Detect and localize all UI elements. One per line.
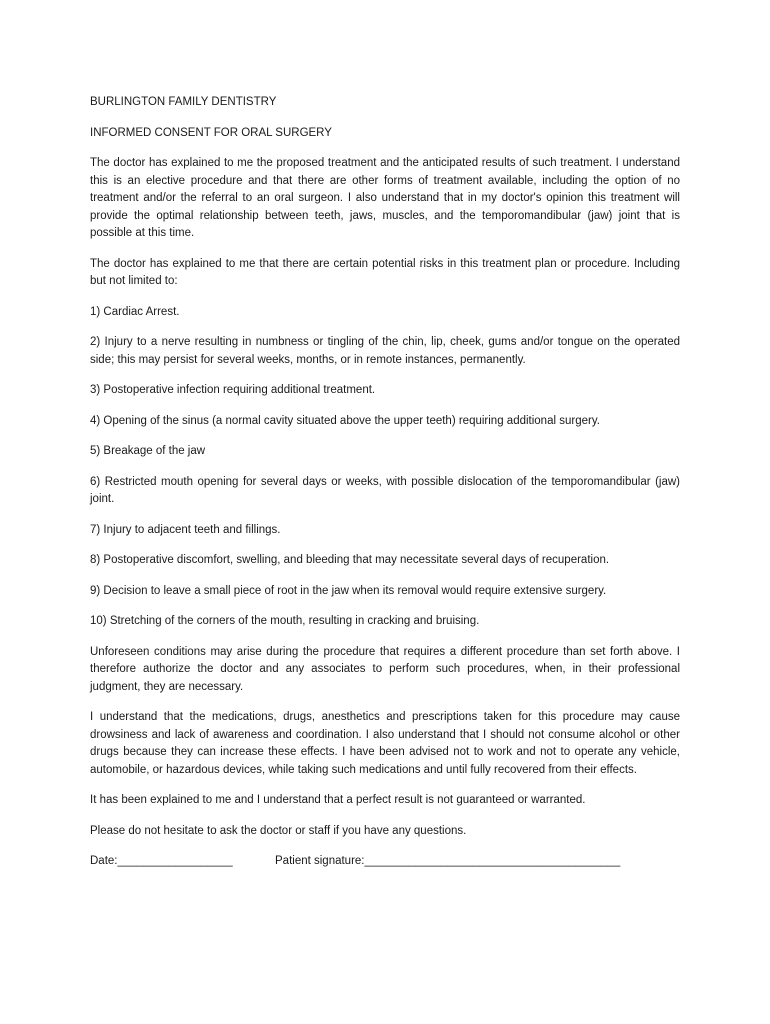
risk-item-7: 7) Injury to adjacent teeth and fillings. [90, 523, 281, 536]
intro-paragraph: The doctor has explained to me the proposed treatment and the anticipated results of such treatment. I understand this is an elective procedure and that there are other forms of treatment available, including the option of no treatment and/or the referral to an oral surgeon. I also understand that in my doctor's opinion this treatment will provide the optimal relationship between teeth, jaws, muscles, and the temporomandibular (jaw) joint that is possible at this time. [90, 157, 680, 239]
risk-item-6: 6) Restricted mouth opening for several days or weeks, with possible dislocation of the temporomandibular (jaw) joint. [90, 475, 680, 505]
risk-item-8: 8) Postoperative discomfort, swelling, and bleeding that may necessitate several days of recuperation. [90, 554, 610, 566]
risk-item-10: 10) Stretching of the corners of the mouth, resulting in cracking and bruising. [90, 615, 480, 627]
risks-intro-paragraph: The doctor has explained to me that there are certain potential risks in this treatment plan or procedure. Including but not limited to: [90, 257, 680, 287]
unforeseen-paragraph: Unforeseen conditions may arise during the procedure that requires a different procedure than set forth above. I therefore authorize the doctor and any associates to perform such procedures, when, in their professional judgment, they are necessary. [90, 645, 680, 693]
signature-line [90, 853, 680, 871]
risk-item-5: 5) Breakage of the jaw [90, 445, 206, 457]
risks-list [90, 304, 680, 631]
practice-name: BURLINGTON FAMILY DENTISTRY [90, 96, 277, 108]
medications-paragraph: I understand that the medications, drugs, anesthetics and prescriptions taken for this procedure may cause drowsiness and lack of awareness and coordination. I also understand that I should not consume alcohol or other drugs because they can increase these effects. I have been advised not to work and not to operate any vehicle, automobile, or hazardous devices, while taking such medications and until fully recovered from their effects. [90, 711, 680, 776]
risk-item-4: 4) Opening of the sinus (a normal cavity situated above the upper teeth) requiring additional surgery. [90, 414, 600, 427]
patient-signature-field[interactable]: Patient signature:________________________________________ [275, 855, 621, 867]
risk-item-3: 3) Postoperative infection requiring additional treatment. [90, 384, 376, 396]
consent-document [90, 94, 680, 871]
form-title: INFORMED CONSENT FOR ORAL SURGERY [90, 126, 332, 139]
date-field[interactable]: Date:__________________ [90, 855, 233, 867]
risk-item-2: 2) Injury to a nerve resulting in numbness or tingling of the chin, lip, cheek, gums and/or tongue on the operated side; this may persist for several weeks, months, or in remote instances, permanently. [90, 336, 680, 366]
risk-item-9: 9) Decision to leave a small piece of root in the jaw when its removal would require extensive surgery. [90, 584, 607, 597]
risk-item-1: 1) Cardiac Arrest. [90, 305, 180, 318]
guarantee-paragraph: It has been explained to me and I understand that a perfect result is not guaranteed or warranted. [90, 794, 586, 806]
questions-paragraph: Please do not hesitate to ask the doctor or staff if you have any questions. [90, 824, 467, 837]
